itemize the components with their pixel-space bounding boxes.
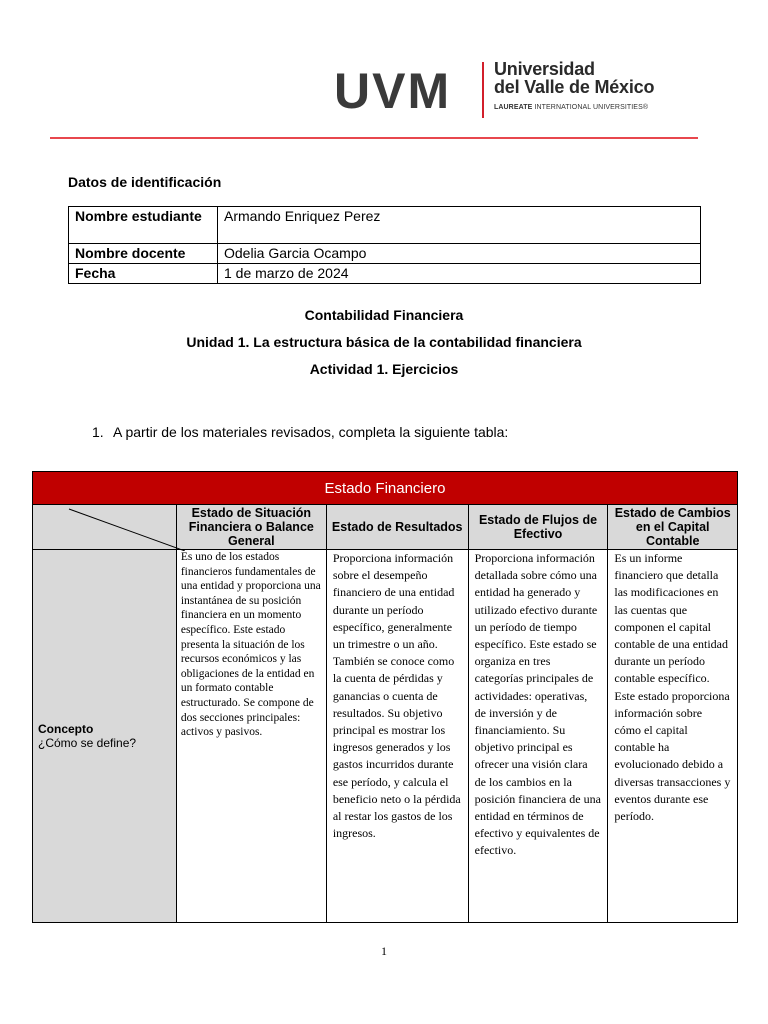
cell-cash-flows-definition: Proporciona información detallada sobre cómo una entidad ha generado y utilizado efectivo durante un período de tiempo específico. Este estado se organiza en tres categorías principales de actividades: operativas, de inversión y de financiamiento. Su objetivo principal es ofrecer una visión clara de los cambios en la posición financiera de una entidad en términos de efectivo y equivalentes de efectivo. bbox=[468, 550, 608, 923]
cell-results-definition: Proporciona información sobre el desempeño financiero de una entidad durante un período específico, generalmente un trimestre o un año. También se conoce como la cuenta de pérdidas y ganancias o cuenta de resultados. Su objetivo principal es mostrar los ingresos generados y los gastos incurridos durante ese período, y calcula el beneficio neto o la pérdida al restar los gastos de los ingresos. bbox=[326, 550, 468, 923]
laureate-tagline: LAUREATE INTERNATIONAL UNIVERSITIES® bbox=[494, 104, 649, 111]
corner-cell bbox=[33, 505, 177, 550]
column-header-balance: Estado de Situación Financiera o Balance General bbox=[176, 505, 326, 550]
logo-separator bbox=[482, 62, 484, 118]
header-divider bbox=[50, 137, 698, 139]
university-name-line2: del Valle de México bbox=[494, 77, 655, 97]
row-label-title: Concepto bbox=[38, 722, 94, 736]
university-name-line1: Universidad bbox=[494, 59, 595, 79]
teacher-label: Nombre docente bbox=[69, 244, 218, 264]
table-row bbox=[69, 207, 701, 244]
table-header-row bbox=[33, 472, 738, 505]
instruction-text: A partir de los materiales revisados, completa la siguiente tabla: bbox=[113, 424, 509, 440]
column-header-equity-changes: Estado de Cambios en el Capital Contable bbox=[608, 505, 738, 550]
row-label-question: ¿Cómo se define? bbox=[38, 736, 137, 750]
cell-equity-changes-definition: Es un informe financiero que detalla las modificaciones en las cuentas que componen el capital contable de una entidad durante un período contable específico. Este estado proporciona información sobre cómo el capital contable ha evolucionado debido a diversas transacciones y eventos durante ese período. bbox=[608, 550, 738, 923]
uvm-letters-logo bbox=[334, 60, 474, 120]
identification-table bbox=[68, 206, 701, 284]
financial-statements-table bbox=[32, 471, 738, 923]
instruction bbox=[92, 424, 508, 440]
cell-balance-definition: Es uno de los estados financieros fundamentales de una entidad y proporciona una instantánea de su posición financiera en un momento específico. Este estado presenta la situación de los recursos económicos y las obligaciones de la entidad en un formato contable estructurado. Se compone de dos secciones principales: activos y pasivos. bbox=[176, 550, 326, 923]
column-header-cash-flows: Estado de Flujos de Efectivo bbox=[468, 505, 608, 550]
column-header-row bbox=[33, 505, 738, 550]
table-title: Estado Financiero bbox=[33, 472, 738, 505]
uvm-logo bbox=[334, 60, 654, 120]
table-row bbox=[33, 550, 738, 923]
identification-title: Datos de identificación bbox=[68, 174, 222, 190]
student-label: Nombre estudiante bbox=[69, 207, 218, 244]
date-value: 1 de marzo de 2024 bbox=[218, 264, 701, 284]
table-row bbox=[69, 244, 701, 264]
unit-title: Unidad 1. La estructura básica de la contabilidad financiera bbox=[186, 334, 582, 350]
course-title: Contabilidad Financiera bbox=[304, 307, 464, 323]
date-label: Fecha bbox=[69, 264, 218, 284]
diagonal-line bbox=[33, 505, 185, 551]
student-value: Armando Enriquez Perez bbox=[218, 207, 701, 244]
teacher-value: Odelia Garcia Ocampo bbox=[218, 244, 701, 264]
instruction-number: 1. bbox=[92, 424, 104, 440]
svg-text:UVM: UVM bbox=[334, 63, 452, 119]
column-header-results: Estado de Resultados bbox=[326, 505, 468, 550]
activity-title: Actividad 1. Ejercicios bbox=[309, 361, 459, 377]
logo-text bbox=[494, 60, 654, 111]
page-number: 1 bbox=[381, 944, 387, 958]
table-row bbox=[69, 264, 701, 284]
row-label-concept bbox=[33, 550, 177, 923]
